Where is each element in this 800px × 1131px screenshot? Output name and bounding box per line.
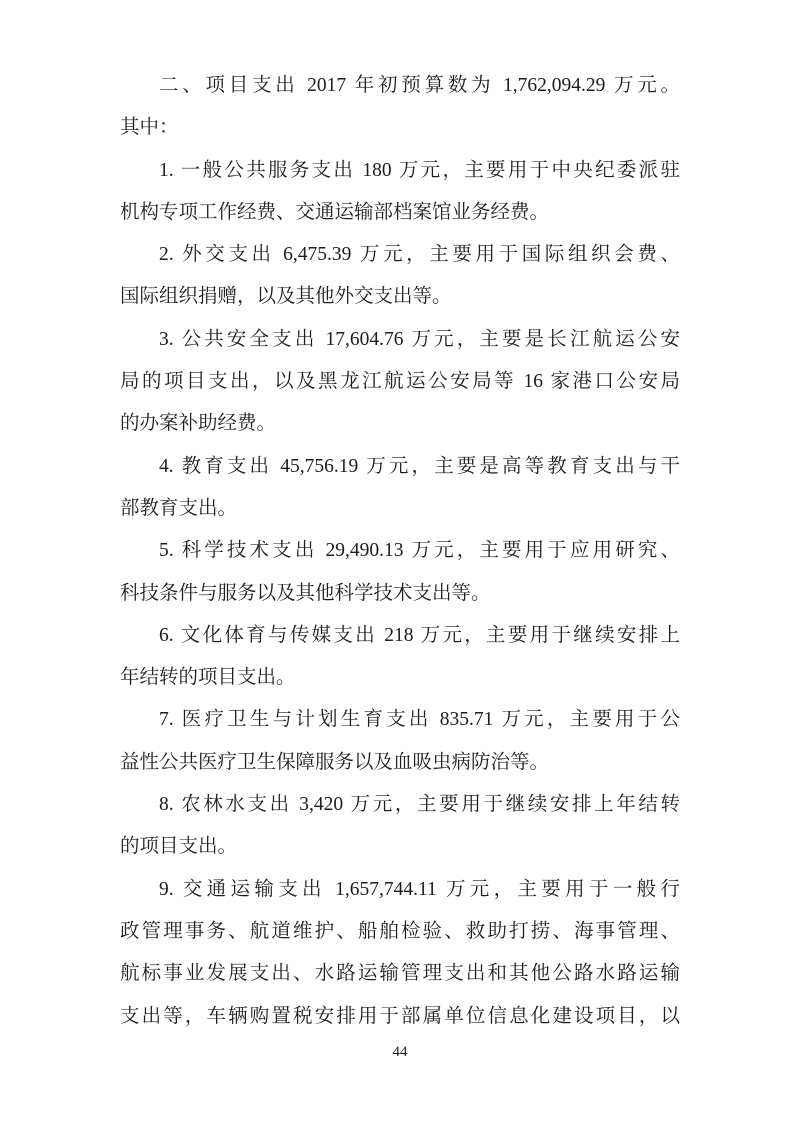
text-line: 的项目支出。 xyxy=(120,836,238,858)
text-line: 2. 外交支出 6,475.39 万元，主要用于国际组织会费、 xyxy=(159,244,680,266)
text-line: 科技条件与服务以及其他科学技术支出等。 xyxy=(120,582,491,604)
para-item-4-education xyxy=(120,446,680,531)
para-item-3-public-security xyxy=(120,319,680,446)
page-number: 44 xyxy=(392,1043,408,1060)
text-line: 1. 一般公共服务支出 180 万元，主要用于中央纪委派驻 xyxy=(159,159,680,181)
text-line: 3. 公共安全支出 17,604.76 万元，主要是长江航运公安 xyxy=(159,328,680,350)
text-line: 5. 科学技术支出 29,490.13 万元，主要用于应用研究、 xyxy=(159,540,680,562)
text-line: 4. 教育支出 45,756.19 万元，主要是高等教育支出与干 xyxy=(159,455,680,477)
text-line: 7. 医疗卫生与计划生育支出 835.71 万元，主要用于公 xyxy=(159,709,680,731)
text-line: 部教育支出。 xyxy=(120,497,238,519)
text-line: 支出等，车辆购置税安排用于部属单位信息化建设项目，以 xyxy=(120,1005,680,1027)
text-line: 国际组织捐赠，以及其他外交支出等。 xyxy=(120,286,452,308)
para-item-5-science-technology xyxy=(120,530,680,615)
text-line: 局的项目支出，以及黑龙江航运公安局等 16 家港口公安局 xyxy=(120,371,680,393)
text-line: 6. 文化体育与传媒支出 218 万元，主要用于继续安排上 xyxy=(159,624,680,646)
para-item-1-general-public-services xyxy=(120,150,680,235)
text-line: 航标事业发展支出、水路运输管理支出和其他公路水路运输 xyxy=(120,963,680,985)
para-item-7-health-family-planning xyxy=(120,699,680,784)
text-line: 二、项目支出 2017 年初预算数为 1,762,094.29 万元。 xyxy=(159,75,680,96)
para-item-9-transportation xyxy=(120,869,680,1038)
text-line: 机构专项工作经费、交通运输部档案馆业务经费。 xyxy=(120,201,550,223)
para-project-total xyxy=(120,65,680,150)
para-item-6-culture-sports-media xyxy=(120,615,680,700)
text-line: 9. 交通运输支出 1,657,744.11 万元，主要用于一般行 xyxy=(159,878,680,900)
text-line: 益性公共医疗卫生保障服务以及血吸虫病防治等。 xyxy=(120,751,550,773)
text-line: 年结转的项目支出。 xyxy=(120,667,296,689)
text-line: 其中： xyxy=(120,117,179,139)
para-item-2-foreign-affairs xyxy=(120,234,680,319)
text-line: 政管理事务、航道维护、船舶检验、救助打捞、海事管理、 xyxy=(120,920,680,942)
para-item-8-agriculture-forestry-water xyxy=(120,784,680,869)
text-line: 8. 农林水支出 3,420 万元，主要用于继续安排上年结转 xyxy=(159,794,680,816)
text-line: 的办案补助经费。 xyxy=(120,413,277,435)
